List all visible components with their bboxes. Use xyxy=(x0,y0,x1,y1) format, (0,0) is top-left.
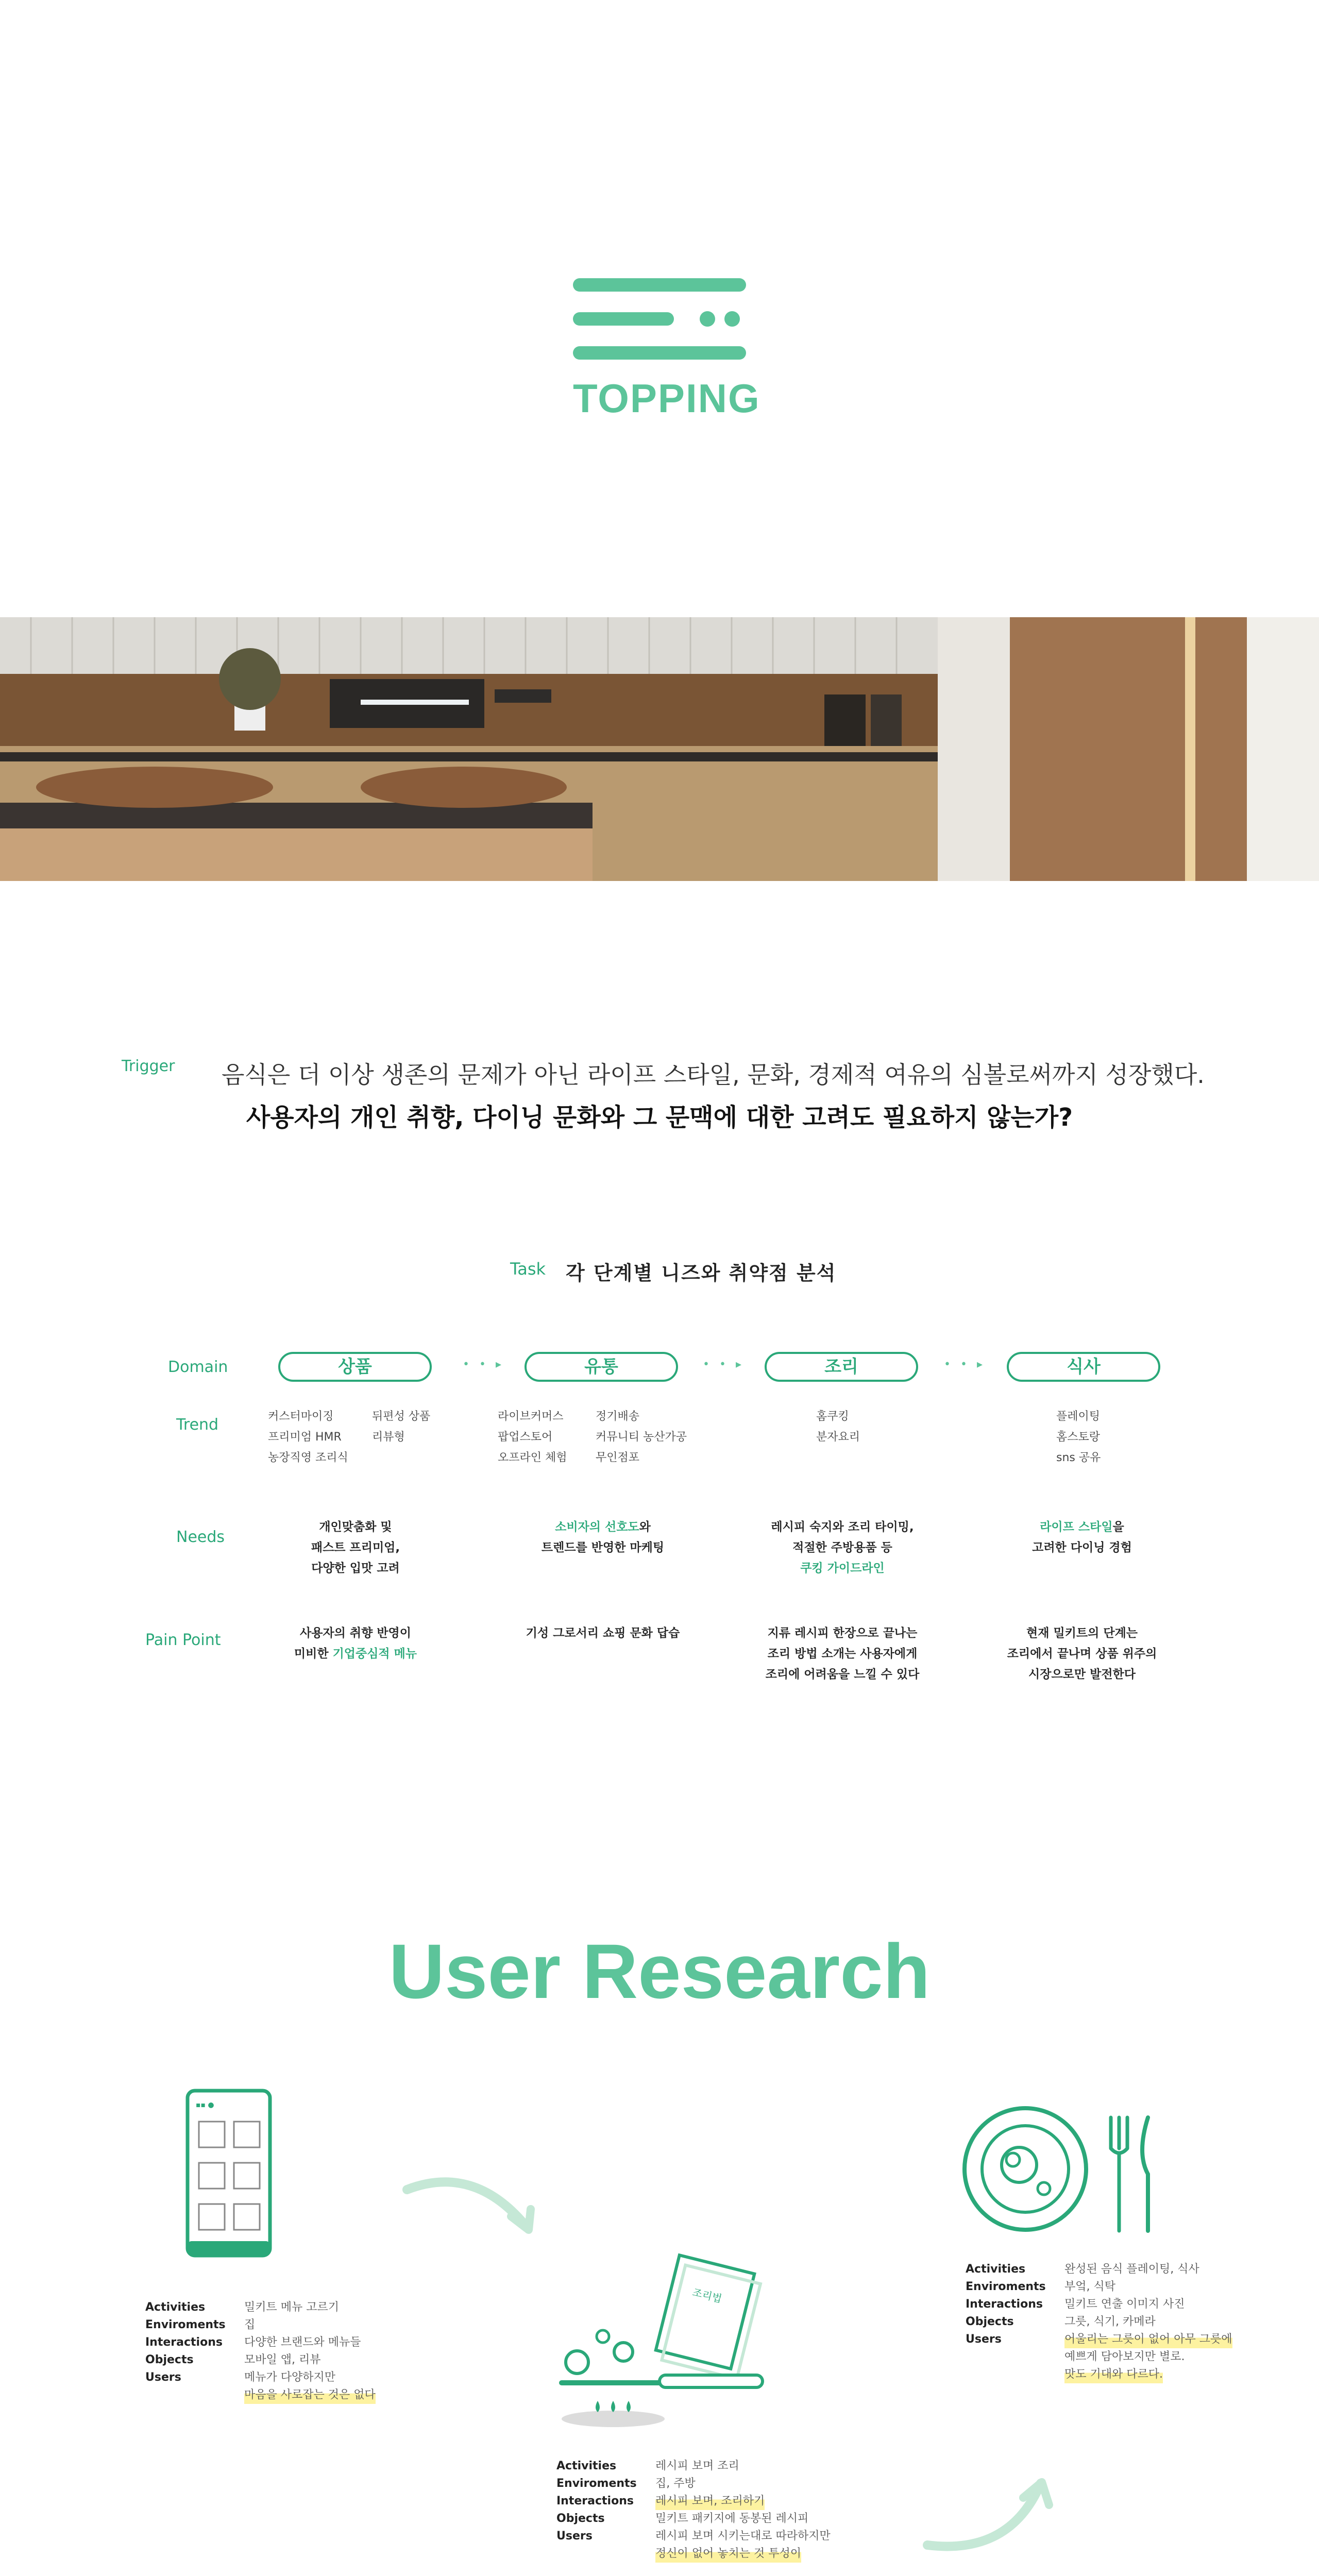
pain-cell-distribution: 기성 그로서리 쇼핑 문화 답습 xyxy=(526,1626,680,1640)
trigger-label: Trigger xyxy=(122,1057,175,1075)
needs-cell-distribution: 소비자의 선호도와 트렌드를 반영한 마케팅 xyxy=(541,1520,665,1554)
trigger-statement: 음식은 더 이상 생존의 문제가 아닌 라이프 스타일, 문화, 경제적 여유의 심볼로써까지 성장했다. xyxy=(222,1061,1205,1089)
arrow-dots: • • ▸ xyxy=(944,1358,986,1371)
logo-dot xyxy=(700,311,715,327)
kitchen-illustration xyxy=(0,617,1319,881)
logo-bar-middle xyxy=(573,312,674,326)
domain-pill-cooking: 조리 xyxy=(765,1352,918,1382)
phone-status: ▪▪ ● xyxy=(196,2101,214,2109)
logo-wordmark: TOPPING xyxy=(573,376,760,421)
trend-cell-dining: 플레이팅 홈스토랑 sns 공유 xyxy=(1056,1410,1101,1464)
logo-bar-top xyxy=(573,278,746,292)
curved-arrow-icon xyxy=(402,2169,541,2236)
user-research-title: User Research xyxy=(388,1928,931,2014)
trend-cell-product-a: 커스터마이징 프리미엄 HMR 농장직영 조리식 xyxy=(268,1410,348,1464)
trend-cell-distribution-a: 라이브커머스 팝업스토어 오프라인 체험 xyxy=(498,1410,567,1464)
topping-logo xyxy=(573,278,760,433)
plate-cutlery-icon xyxy=(961,2102,1168,2241)
arrow-dots: • • ▸ xyxy=(703,1358,745,1371)
task-label: Task xyxy=(510,1259,546,1279)
trend-cell-product-b: 뒤편성 상품 리뷰형 xyxy=(372,1410,431,1444)
kitchen-hero-image xyxy=(0,617,1319,881)
pain-cell-product: 사용자의 취향 반영이 미비한 기업중심적 메뉴 xyxy=(294,1626,417,1660)
row-label-pain-point: Pain Point xyxy=(145,1631,221,1649)
research-stage-dine: Activities Enviroments Interactions Objects Users 완성된 음식 플레이팅, 식사 부엌, 식탁 밀키트 연출 이미지 사진 그릇, 식기, 카메라 어울리는 그릇이 없어 아무 그릇에 예쁘게 담아보지만 별로. 맛도 기대와 다르다. xyxy=(966,2261,1295,2395)
task-title: 각 단계별 니즈와 취약점 분석 xyxy=(566,1262,837,1284)
domain-pill-distribution: 유통 xyxy=(525,1352,678,1382)
row-label-trend: Trend xyxy=(176,1416,219,1434)
research-stage-choose: Activities Enviroments Interactions Objects Users 밀키트 메뉴 고르기 집 다양한 브랜드와 메뉴들 모바일 앱, 리뷰 메뉴가 다양하지만 마음을 사로잡는 것은 없다 xyxy=(145,2299,454,2422)
domain-pill-product: 상품 xyxy=(278,1352,432,1382)
pain-cell-dining: 현재 밀키트의 단계는 조리에서 끝나며 상품 위주의 시장으로만 발전한다 xyxy=(1007,1626,1157,1681)
logo-bar-bottom xyxy=(573,346,746,360)
trend-cell-distribution-b: 정기배송 커뮤니티 농산가공 무인점포 xyxy=(596,1410,687,1464)
domain-pill-dining: 식사 xyxy=(1007,1352,1160,1382)
smartphone-icon xyxy=(183,2087,276,2262)
logo-dot xyxy=(724,311,740,327)
row-label-domain: Domain xyxy=(168,1358,228,1376)
needs-cell-product: 개인맞춤화 및 패스트 프리미엄, 다양한 입맛 고려 xyxy=(311,1520,400,1575)
frying-pan-recipe-icon xyxy=(556,2246,773,2442)
needs-cell-dining: 라이프 스타일을 고려한 다이닝 경험 xyxy=(1032,1520,1132,1554)
recipe-book-label: 조리법 xyxy=(691,2285,723,2306)
arrow-dots: • • ▸ xyxy=(463,1358,504,1371)
pain-cell-cooking: 지류 레시피 한장으로 끝나는 조리 방법 소개는 사용자에게 조리에 어려움을 느낄 수 있다 xyxy=(765,1626,920,1681)
trigger-question: 사용자의 개인 취향, 다이닝 문화와 그 문맥에 대한 고려도 필요하지 않는가? xyxy=(246,1103,1073,1132)
research-stage-cook: Activities Enviroments Interactions Objects Users 레시피 보며 조리 집, 주방 레시피 보며, 조리하기 밀키트 패키지에 동봉된 레시피 레시피 보며 시키는대로 따라하지만 정신이 없어 놓치는 것 투성이 xyxy=(556,2458,845,2576)
needs-cell-cooking: 레시피 숙지와 조리 타이밍, 적절한 주방용품 등 쿠킹 가이드라인 xyxy=(771,1520,914,1575)
row-label-needs: Needs xyxy=(176,1528,225,1546)
curved-arrow-icon xyxy=(922,2473,1056,2555)
trend-cell-cooking: 홈쿠킹 분자요리 xyxy=(816,1410,860,1444)
